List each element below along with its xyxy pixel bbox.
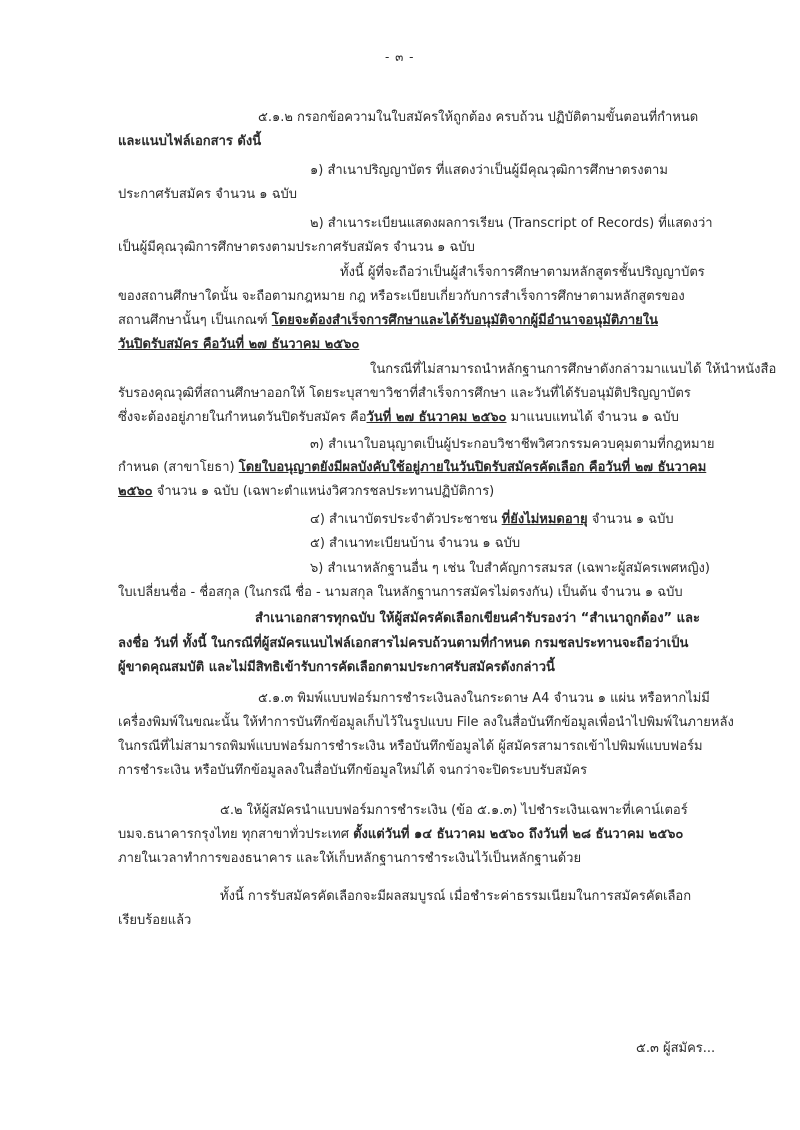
closing-line2: เรียบร้อยแล้ว — [118, 913, 192, 928]
item-5-2-line3: ภายในเวลาทำการของธนาคาร และให้เก็บหลักฐานการชำระเงินไว้เป็นหลักฐานด้วย — [118, 851, 582, 866]
doc-item-3-line2-text: กำหนด (สาขาโยธา) — [118, 460, 239, 475]
certify-line3: ผู้ขาดคุณสมบัติ และไม่มีสิทธิเข้ารับการคัดเลือกตามประกาศรับสมัครดังกล่าวนี้ — [118, 660, 555, 675]
item-5-1-3-line2: เครื่องพิมพ์ในขณะนั้น ให้ทำการบันทึกข้อมูลเก็บไว้ในรูปแบบ File ลงในสื่อบันทึกข้อมูลเพื่อนำไปพิมพ์ในภายหลัง — [118, 715, 734, 730]
doc-item-3-line2-emphasis: โดยใบอนุญาตยังมีผลบังคับใช้อยู่ภายในวันปิดรับสมัครคัดเลือก คือวันที่ ๒๗ ธันวาคม — [238, 460, 707, 475]
item-5-2-line2-text: บมจ.ธนาคารกรุงไทย ทุกสาขาทั่วประเทศ — [118, 827, 354, 842]
alt-line3-tail: มาแนบแทนได้ จำนวน ๑ ฉบับ — [506, 410, 679, 425]
note-line3-text: สถานศึกษานั้นๆ เป็นเกณฑ์ — [118, 313, 272, 328]
note-line3 — [118, 312, 658, 330]
doc-item-2-line2: เป็นผู้มีคุณวุฒิการศึกษาตรงตามประกาศรับสมัคร จำนวน ๑ ฉบับ — [118, 240, 475, 255]
doc-item-3-line3-year: ๒๕๖๐ — [118, 484, 153, 499]
alt-line3-text: ซึ่งจะต้องอยู่ภายในกำหนดวันปิดรับสมัคร คือ — [118, 410, 367, 425]
note-line3-emphasis: โดยจะต้องสำเร็จการศึกษาและได้รับอนุมัติจากผู้มีอำนาจอนุมัติภายใน — [271, 313, 658, 328]
item-5-2-line2 — [118, 826, 683, 844]
item-5-2-line1: ๕.๒ ให้ผู้สมัครนำแบบฟอร์มการชำระเงิน (ข้อ ๕.๑.๓) ไปชำระเงินเฉพาะที่เคาน์เตอร์ — [220, 803, 688, 818]
item-5-1-3-line3: ในกรณีที่ไม่สามารถพิมพ์แบบฟอร์มการชำระเงิน หรือบันทึกข้อมูลได้ ผู้สมัครสามารถเข้าไปพิมพ์แบบฟอร์ม — [118, 739, 703, 754]
alt-line3 — [118, 409, 679, 427]
doc-item-4 — [310, 511, 674, 529]
doc-item-3-line1: ๓) สำเนาใบอนุญาตเป็นผู้ประกอบวิชาชีพวิศวกรรมควบคุมตามที่กฎหมาย — [310, 437, 715, 452]
doc-item-6-line2: ใบเปลี่ยนชื่อ - ชื่อสกุล (ในกรณี ชื่อ - นามสกุล ในหลักฐานการสมัครไม่ตรงกัน) เป็นต้น จำนวน ๑ ฉบับ — [118, 585, 683, 600]
certify-line2: ลงชื่อ วันที่ ทั้งนี้ ในกรณีที่ผู้สมัครแนบไฟล์เอกสารไม่ครบถ้วนตามที่กำหนด กรมชลประทานจะถือว่าเป็น — [118, 636, 689, 651]
note-line2: ของสถานศึกษาใดนั้น จะถือตามกฎหมาย กฎ หรือระเบียบเกี่ยวกับการสำเร็จการศึกษาตามหลักสูตรของ — [118, 289, 685, 304]
item-5-1-2-line1: ๕.๑.๒ กรอกข้อความในใบสมัครให้ถูกต้อง ครบถ้วน ปฏิบัติตามขั้นตอนที่กำหนด — [258, 110, 699, 125]
item-5-1-2-line2: และแนบไฟล์เอกสาร ดังนี้ — [118, 134, 262, 149]
alt-line3-date: วันที่ ๒๗ ธันวาคม ๒๕๖๐ — [366, 410, 507, 425]
doc-item-5: ๕) สำเนาทะเบียนบ้าน จำนวน ๑ ฉบับ — [310, 536, 521, 551]
doc-item-4-text: ๔) สำเนาบัตรประจำตัวประชาชน — [310, 512, 502, 527]
item-5-1-3-line1: ๕.๑.๓ พิมพ์แบบฟอร์มการชำระเงินลงในกระดาษ A4 จำนวน ๑ แผ่น หรือหากไม่มี — [258, 691, 710, 706]
page-number: - ๓ - — [385, 50, 415, 64]
doc-item-2-line1: ๒) สำเนาระเบียนแสดงผลการเรียน (Transcript of Records) ที่แสดงว่า — [310, 216, 713, 231]
note-line4-deadline: วันปิดรับสมัคร คือวันที่ ๒๗ ธันวาคม ๒๕๖๐ — [118, 337, 360, 352]
note-line1: ทั้งนี้ ผู้ที่จะถือว่าเป็นผู้สำเร็จการศึกษาตามหลักสูตรชั้นปริญญาบัตร — [340, 265, 705, 280]
doc-item-1-line2: ประกาศรับสมัคร จำนวน ๑ ฉบับ — [118, 187, 298, 202]
closing-line1: ทั้งนี้ การรับสมัครคัดเลือกจะมีผลสมบูรณ์ เมื่อชำระค่าธรรมเนียมในการสมัครคัดเลือก — [220, 889, 692, 904]
item-5-1-3-line4: การชำระเงิน หรือบันทึกข้อมูลลงในสื่อบันทึกข้อมูลใหม่ได้ จนกว่าจะปิดระบบรับสมัคร — [118, 763, 588, 778]
doc-item-3-line3 — [118, 483, 494, 501]
doc-item-3-line2 — [118, 459, 706, 477]
alt-line1: ในกรณีที่ไม่สามารถนำหลักฐานการศึกษาดังกล่าวมาแนบได้ ให้นำหนังสือ — [370, 362, 777, 377]
doc-item-1-line1: ๑) สำเนาปริญญาบัตร ที่แสดงว่าเป็นผู้มีคุณวุฒิการศึกษาตรงตาม — [310, 163, 668, 178]
continuation-marker: ๕.๓ ผู้สมัคร... — [636, 1041, 716, 1056]
item-5-2-line2-dates: ตั้งแต่วันที่ ๑๔ ธันวาคม ๒๕๖๐ ถึงวันที่ ๒๘ ธันวาคม ๒๕๖๐ — [353, 827, 684, 842]
doc-item-4-tail: จำนวน ๑ ฉบับ — [587, 512, 674, 527]
certify-line1: สำเนาเอกสารทุกฉบับ ให้ผู้สมัครคัดเลือกเขียนคำรับรองว่า “สำเนาถูกต้อง” และ — [255, 611, 700, 626]
doc-item-6-line1: ๖) สำเนาหลักฐานอื่น ๆ เช่น ใบสำคัญการสมรส (เฉพาะผู้สมัครเพศหญิง) — [310, 561, 710, 576]
doc-item-3-line3-text: จำนวน ๑ ฉบับ (เฉพาะตำแหน่งวิศวกรชลประทานปฏิบัติการ) — [152, 484, 495, 499]
alt-line2: รับรองคุณวุฒิที่สถานศึกษาออกให้ โดยระบุสาขาวิชาที่สำเร็จการศึกษา และวันที่ได้รับอนุมัติปริญญาบัตร — [118, 386, 691, 401]
doc-item-4-emphasis: ที่ยังไม่หมดอายุ — [501, 512, 588, 527]
